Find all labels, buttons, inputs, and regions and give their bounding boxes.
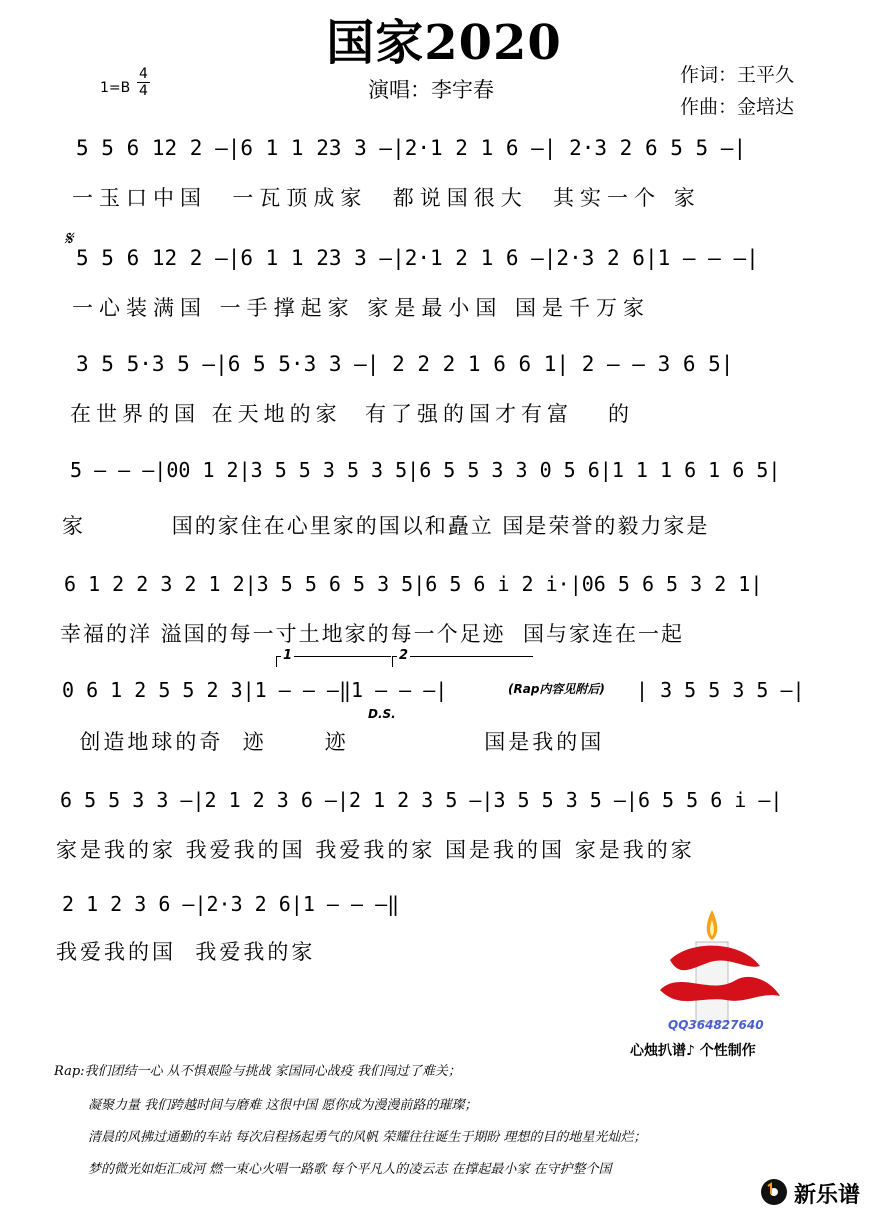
time-signature-top: 4 — [139, 66, 148, 82]
lyric-line-6: 创造地球的奇 迹 迹 国是我的国 — [60, 730, 605, 754]
time-signature — [137, 66, 150, 99]
time-signature-bottom: 4 — [139, 83, 148, 99]
notation-line-4: 5 – – –|00 1 2|3 5 5 3 5 3 5|6 5 5 3 3 0 5 6|1 1 1 6 1 6 5| — [70, 458, 781, 482]
qq-number: QQ364827640 — [668, 1018, 764, 1032]
maker-credit: 心烛扒谱♪ 个性制作 — [630, 1043, 756, 1059]
notation-line-7: 6 5 5 3 3 –|2 1 2 3 6 –|2 1 2 3 5 –|3 5 5 3 5 –|6 5 5 6 i –| — [60, 788, 783, 812]
brand-name: 新乐谱 — [794, 1183, 861, 1208]
segno-sign: 𝄋 — [64, 226, 73, 250]
lyric-line-7: 家是我的家 我爱我的国 我爱我的家 国是我的国 家是我的家 — [56, 838, 695, 862]
song-title: 国家2020 — [326, 15, 562, 71]
notation-line-6: 0 6 1 2 5 5 2 3|1 – – –‖1 – – –| — [62, 678, 448, 702]
notation-line-1: 5 5 6 12 2 –|6 1 1 23 3 –|2·1 2 1 6 –| 2·3 2 6 5 5 –| — [76, 136, 747, 160]
candle-logo-icon — [650, 900, 790, 1030]
volta-1: 1 — [276, 656, 391, 667]
ds-mark: D.S. — [368, 707, 396, 721]
rap-line-1: Rap:我们团结一心 从不惧艰险与挑战 家国同心战疫 我们闯过了难关； — [54, 1064, 461, 1079]
composer-credit: 作曲：金培达 — [680, 96, 795, 118]
notation-line-3: 3 5 5·3 5 –|6 5 5·3 3 –| 2 2 2 1 6 6 1| 2 – – 3 6 5| — [76, 352, 734, 376]
rap-line-2: 凝聚力量 我们跨越时间与磨难 这很中国 愿你成为漫漫前路的璀璨； — [88, 1098, 478, 1113]
notation-line-8: 2 1 2 3 6 –|2·3 2 6|1 – – –‖ — [62, 892, 400, 916]
volta-2: 2 — [392, 656, 533, 667]
lyric-line-4: 家 国的家住在心里家的国以和矗立 国是荣誉的毅力家是 — [62, 514, 710, 538]
lyricist-credit: 作词：王平久 — [680, 64, 795, 86]
rap-line-3: 清晨的风拂过通勤的车站 每次启程扬起勇气的风帆 荣耀往往诞生于期盼 理想的目的地星光灿烂； — [88, 1130, 647, 1145]
lyric-line-3: 在世界的国 在天地的家 有了强的国才有富 的 — [70, 402, 635, 426]
lyric-line-8: 我爱我的国 我爱我的家 — [56, 940, 316, 964]
music-disc-icon — [760, 1178, 788, 1206]
notation-line-5: 6 1 2 2 3 2 1 2|3 5 5 6 5 3 5|6 5 6 i 2 i·|06 5 6 5 3 2 1| — [64, 572, 763, 596]
lyric-line-5: 幸福的洋 溢国的每一寸土地家的每一个足迹 国与家连在一起 — [60, 622, 685, 646]
rap-line-4: 梦的微光如炬汇成河 燃一束心火唱一路歌 每个平凡人的凌云志 在撑起最小家 在守护整个国 — [88, 1162, 612, 1177]
lyric-line-1: 一玉口中国 一瓦顶成家 都说国很大 其实一个 家 — [72, 186, 701, 210]
notation-line-6-tail: | 3 5 5 3 5 –| — [636, 678, 805, 702]
notation-line-2: 5 5 6 12 2 –|6 1 1 23 3 –|2·1 2 1 6 –|2·3 2 6|1 – – –| — [76, 246, 759, 270]
singer-credit: 演唱：李宇春 — [368, 78, 494, 102]
rap-annotation: (Rap内容见附后) — [508, 682, 605, 696]
lyric-line-2: 一心装满国 一手撑起家 家是最小国 国是千万家 — [72, 296, 651, 320]
key-signature: 1=B — [100, 80, 131, 96]
